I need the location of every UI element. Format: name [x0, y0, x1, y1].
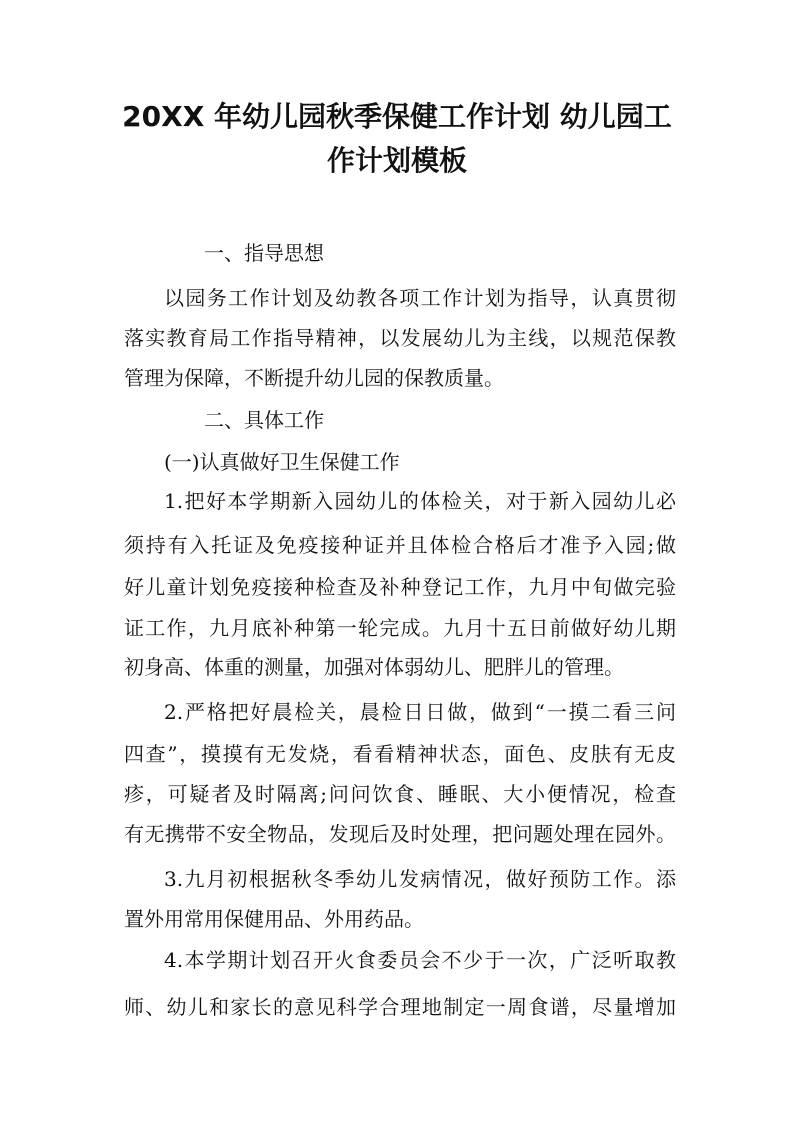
- paragraph-line: 四查”，摸摸有无发烧，看看精神状态，面色、皮肤有无皮: [124, 742, 676, 766]
- paragraph-line: 初身高、体重的测量，加强对体弱幼儿、肥胖儿的管理。: [124, 655, 624, 679]
- paragraph-line: 有无携带不安全物品，发现后及时处理，把问题处理在园外。: [124, 822, 676, 846]
- subsection-heading: (一)认真做好卫生保健工作: [164, 450, 400, 474]
- paragraph-line: 疹，可疑者及时隔离;问问饮食、睡眠、大小便情况，检查: [124, 782, 676, 806]
- paragraph-line: 4.本学期计划召开火食委员会不少于一次，广泛听取教: [164, 948, 676, 972]
- paragraph-line: 落实教育局工作指导精神，以发展幼儿为主线，以规范保教: [124, 326, 676, 350]
- paragraph-line: 师、幼儿和家长的意见科学合理地制定一周食谱，尽量增加: [124, 995, 676, 1019]
- section-heading-specific-work: 二、具体工作: [204, 408, 324, 432]
- paragraph-line: 3.九月初根据秋冬季幼儿发病情况，做好预防工作。添: [164, 867, 676, 891]
- section-heading-guiding-ideology: 一、指导思想: [204, 241, 324, 265]
- paragraph-line: 1.把好本学期新入园幼儿的体检关，对于新入园幼儿必: [164, 489, 676, 513]
- paragraph-line: 证工作，九月底补种第一轮完成。九月十五日前做好幼儿期: [124, 616, 676, 640]
- paragraph-line: 好儿童计划免疫接种检查及补种登记工作，九月中旬做完验: [124, 575, 676, 599]
- paragraph-line: 置外用常用保健用品、外用药品。: [124, 907, 424, 931]
- paragraph-line: 以园务工作计划及幼教各项工作计划为指导，认真贯彻: [164, 286, 676, 310]
- document-title-line-1: 20XX 年幼儿园秋季保健工作计划 幼儿园工: [122, 100, 672, 133]
- paragraph-line: 管理为保障，不断提升幼儿园的保教质量。: [124, 366, 504, 390]
- paragraph-line: 须持有入托证及免疫接种证并且体检合格后才准予入园;做: [124, 533, 676, 557]
- paragraph-line: 2.严格把好晨检关，晨检日日做，做到“一摸二看三问: [164, 700, 676, 724]
- document-title-line-2: 作计划模板: [326, 144, 467, 177]
